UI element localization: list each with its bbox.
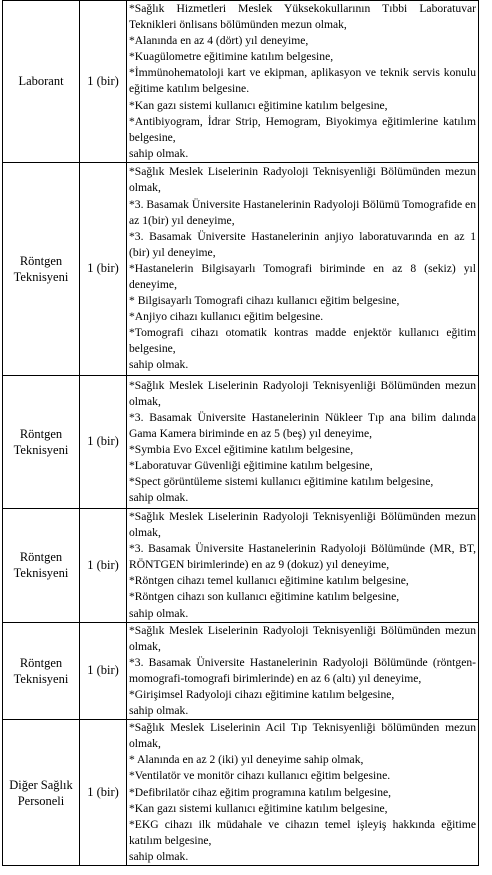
requirement-line: *Laboratuvar Güvenliği eğitimine katılım belgesine,	[129, 459, 373, 473]
table-row	[3, 622, 479, 720]
table-row	[3, 720, 479, 866]
requirement-line: *Antibiyogram, İdrar Strip, Hemogram, Biyokimya eğitimlerine katılım belgesine,	[129, 114, 476, 144]
requirement-line: *Tomografi cihazı otomatik kontras madde enjektör kullanıcı eğitim belgesine,	[129, 326, 476, 356]
requirement-line: sahip olmak.	[129, 704, 189, 718]
requirements-cell	[127, 720, 479, 866]
requirement-line: *Sağlık Meslek Liselerinin Radyoloji Teknisyenliği Bölümünden mezun olmak,	[129, 623, 476, 653]
position-title: Röntgen Teknisyeni	[3, 375, 80, 508]
requirements-cell	[127, 375, 479, 508]
requirement-line: *Spect görüntüleme sistemi kullanıcı eğitimine katılım belgesine,	[129, 475, 434, 489]
requirement-line: *Hastanelerin Bilgisayarlı Tomografi biriminde en az 8 (sekiz) yıl deneyime,	[129, 261, 476, 291]
requirement-line: * Bilgisayarlı Tomografi cihazı kullanıcı eğitim belgesine,	[129, 294, 400, 308]
requirement-line: *Girişimsel Radyoloji cihazı eğitimine katılım belgesine,	[129, 687, 395, 701]
requirement-line: *Symbia Evo Excel eğitimine katılım belgesine,	[129, 442, 354, 456]
requirement-line: sahip olmak.	[129, 491, 189, 505]
requirement-line: *3. Basamak Üniversite Hastanelerinin Radyoloji Bölümünde (röntgen-momografi-tomografi birimlerinde) en az 6 (altı) yıl deneyime,	[129, 655, 476, 685]
requirement-line: sahip olmak.	[129, 606, 189, 620]
requirement-line: *Sağlık Hizmetleri Meslek Yüksekokullarının Tıbbi Laboratuvar Teknikleri önlisans bölümünden mezun olmak,	[129, 2, 476, 32]
table-row	[3, 508, 479, 622]
requirement-line: *Kuagülometre eğitimine katılım belgesine,	[129, 50, 334, 64]
requirements-cell	[127, 162, 479, 375]
requirement-line: *3. Basamak Üniversite Hastanelerinin anjiyo laboratuvarında en az 1 (bir) yıl deneyime,	[129, 229, 476, 259]
requirement-line: *İmmünohematoloji kart ve ekipman, aplikasyon ve teknik servis konulu eğitime katılım belgesine.	[129, 66, 476, 96]
requirement-line: sahip olmak.	[129, 358, 189, 372]
position-title: Röntgen Teknisyeni	[3, 508, 80, 622]
requirement-line: *3. Basamak Üniversite Hastanelerinin Nükleer Tıp ana bilim dalında Gama Kamera biriminde en az 5 (beş) yıl deneyime,	[129, 410, 476, 440]
requirement-line: * Alanında en az 2 (iki) yıl deneyime sahip olmak,	[129, 753, 364, 767]
requirement-line: *Röntgen cihazı son kullanıcı eğitimine katılım belgesine,	[129, 590, 400, 604]
requirement-line: *Alanında en az 4 (dört) yıl deneyime,	[129, 34, 309, 48]
requirement-line: *3. Basamak Üniversite Hastanelerinin Radyoloji Bölümü Tomografide en az 1(bir) yıl deneyime,	[129, 197, 476, 227]
requirements-table	[2, 0, 479, 866]
requirement-line: *Kan gazı sistemi kullanıcı eğitimine katılım belgesine,	[129, 98, 388, 112]
requirement-line: *Röntgen cihazı temel kullanıcı eğitimine katılım belgesine,	[129, 574, 409, 588]
position-title: Röntgen Teknisyeni	[3, 162, 80, 375]
position-count: 1 (bir)	[80, 1, 127, 163]
table-row	[3, 1, 479, 163]
position-title: Diğer Sağlık Personeli	[3, 720, 80, 866]
requirement-line: *Anjiyo cihazı kullanıcı eğitim belgesine.	[129, 310, 324, 324]
requirement-line: *3. Basamak Üniversite Hastanelerinin Radyoloji Bölümünde (MR, BT, RÖNTGEN birimlerinde) en az 9 (dokuz) yıl deneyime,	[129, 542, 476, 572]
requirements-cell	[127, 622, 479, 720]
requirements-cell	[127, 508, 479, 622]
requirement-line: *EKG cihazı ilk müdahale ve cihazın temel işleyiş hakkında eğitime katılım belgesine,	[129, 817, 476, 847]
requirement-line: sahip olmak.	[129, 849, 189, 863]
position-title: Laborant	[3, 1, 80, 163]
position-count: 1 (bir)	[80, 162, 127, 375]
position-count: 1 (bir)	[80, 375, 127, 508]
position-count: 1 (bir)	[80, 720, 127, 866]
requirement-line: *Sağlık Meslek Liselerinin Acil Tıp Teknisyenliği bölümünden mezun olmak,	[129, 721, 476, 751]
table-row	[3, 375, 479, 508]
requirement-line: *Kan gazı sistemi kullanıcı eğitimine katılım belgesine,	[129, 801, 388, 815]
requirement-line: *Sağlık Meslek Liselerinin Radyoloji Teknisyenliği Bölümünden mezun olmak,	[129, 165, 476, 195]
position-count: 1 (bir)	[80, 622, 127, 720]
position-title: Röntgen Teknisyeni	[3, 622, 80, 720]
requirement-line: *Sağlık Meslek Liselerinin Radyoloji Teknisyenliği Bölümünden mezun olmak,	[129, 509, 476, 540]
position-count: 1 (bir)	[80, 508, 127, 622]
requirement-line: *Sağlık Meslek Liselerinin Radyoloji Teknisyenliği Bölümünden mezun olmak,	[129, 378, 476, 408]
table-row	[3, 162, 479, 375]
requirement-line: *Defibrilatör cihaz eğitim programına katılım belgesine,	[129, 785, 392, 799]
requirement-line: sahip olmak.	[129, 146, 189, 160]
requirements-cell	[127, 1, 479, 163]
requirement-line: *Ventilatör ve monitör cihazı kullanıcı eğitim belgesine.	[129, 769, 391, 783]
